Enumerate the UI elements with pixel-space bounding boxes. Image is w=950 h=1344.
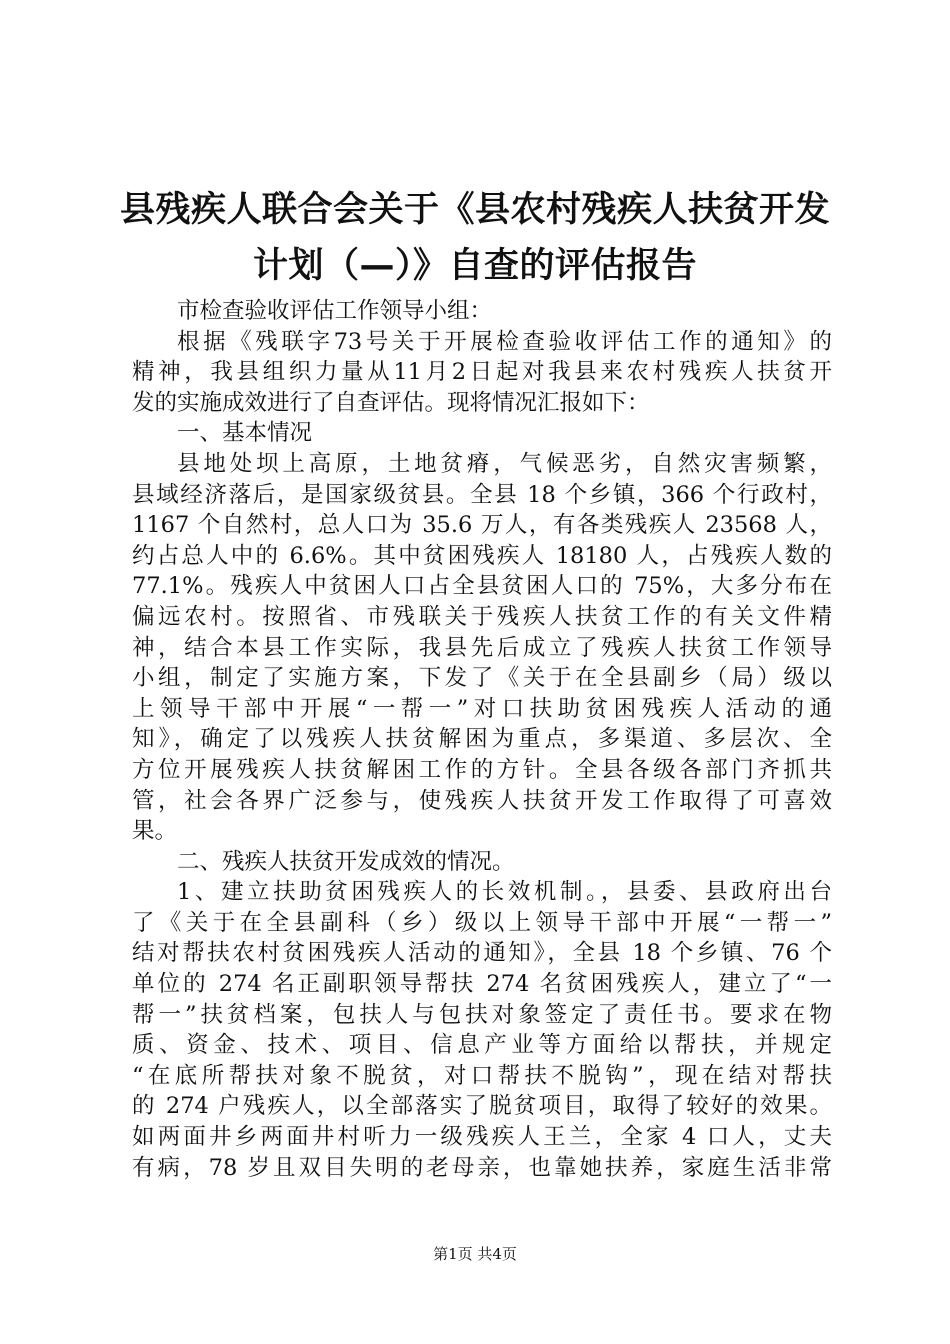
body-line: 质、资金、技术、项目、信息产业等方面给以帮扶，并规定 — [132, 1032, 832, 1059]
body-line: 单位的 274 名正副职领导帮扶 274 名贫困残疾人，建立了“一 — [132, 971, 832, 998]
body-line: 精神，我县组织力量从11月2日起对我县来农村残疾人扶贫开 — [132, 359, 832, 386]
body-line: “在底所帮扶对象不脱贫，对口帮扶不脱钩”，现在结对帮扶 — [132, 1062, 832, 1089]
body-line: 发的实施成效进行了自查评估。现将情况汇报如下： — [132, 389, 650, 416]
salutation: 市检查验收评估工作领导小组： — [177, 298, 493, 324]
body-line: 有病，78 岁且双目失明的老母亲，也靠她扶养，家庭生活非常 — [132, 1154, 832, 1181]
body-line: 管，社会各界广泛参与，使残疾人扶贫开发工作取得了可喜效 — [132, 787, 832, 814]
body-line: 1、建立扶助贫困残疾人的长效机制。，县委、县政府出台 — [177, 879, 832, 906]
body-line: 约占总人中的 6.6%。其中贫困残疾人 18180 人，占残疾人数的 — [132, 542, 832, 569]
body-line: 77.1%。残疾人中贫困人口占全县贫困人口的 75%，大多分布在 — [132, 573, 832, 600]
section-heading: 二、残疾人扶贫开发成效的情况。 — [177, 848, 515, 875]
body-line: 的 274 户残疾人，以全部落实了脱贫项目，取得了较好的效果。 — [132, 1093, 832, 1120]
body-line: 结对帮扶农村贫困残疾人活动的通知》，全县 18 个乡镇、76 个 — [132, 940, 832, 967]
body-line: 帮一”扶贫档案，包扶人与包扶对象签定了责任书。要求在物 — [132, 1001, 832, 1028]
page-footer: 第1页 共4页 — [433, 1245, 517, 1263]
body-line: 根据《残联字73号关于开展检查验收评估工作的通知》的 — [177, 328, 832, 355]
body-line: 了《关于在全县副科（乡）级以上领导干部中开展“一帮一” — [132, 909, 832, 936]
body-line: 县地处坝上高原，土地贫瘠，气候恶劣，自然灾害频繁， — [177, 450, 832, 477]
body-line: 知》，确定了以残疾人扶贫解困为重点，多渠道、多层次、全 — [132, 726, 832, 753]
body-line: 县域经济落后，是国家级贫县。全县 18 个乡镇，366 个行政村， — [132, 481, 832, 508]
document-title-line-1: 县残疾人联合会关于《县农村残疾人扶贫开发 — [119, 190, 830, 230]
body-line: 偏远农村。按照省、市残联关于残疾人扶贫工作的有关文件精 — [132, 603, 832, 630]
document-body — [132, 296, 832, 1183]
body-line: 神，结合本县工作实际，我县先后成立了残疾人扶贫工作领导 — [132, 634, 832, 661]
document-title-line-2: 计划（—）》自查的评估报告 — [252, 246, 697, 286]
body-line: 果。 — [132, 818, 178, 845]
body-line: 小组，制定了实施方案，下发了《关于在全县副乡（局）级以 — [132, 665, 832, 692]
body-line: 方位开展残疾人扶贫解困工作的方针。全县各级各部门齐抓共 — [132, 756, 832, 783]
body-line: 如两面井乡两面井村听力一级残疾人王兰，全家 4 口人，丈夫 — [132, 1124, 832, 1151]
section-heading: 一、基本情况 — [177, 420, 313, 447]
body-line: 1167 个自然村，总人口为 35.6 万人，有各类残疾人 23568 人， — [132, 512, 832, 539]
body-line: 上领导干部中开展“一帮一”对口扶助贫困残疾人活动的通 — [132, 695, 832, 722]
